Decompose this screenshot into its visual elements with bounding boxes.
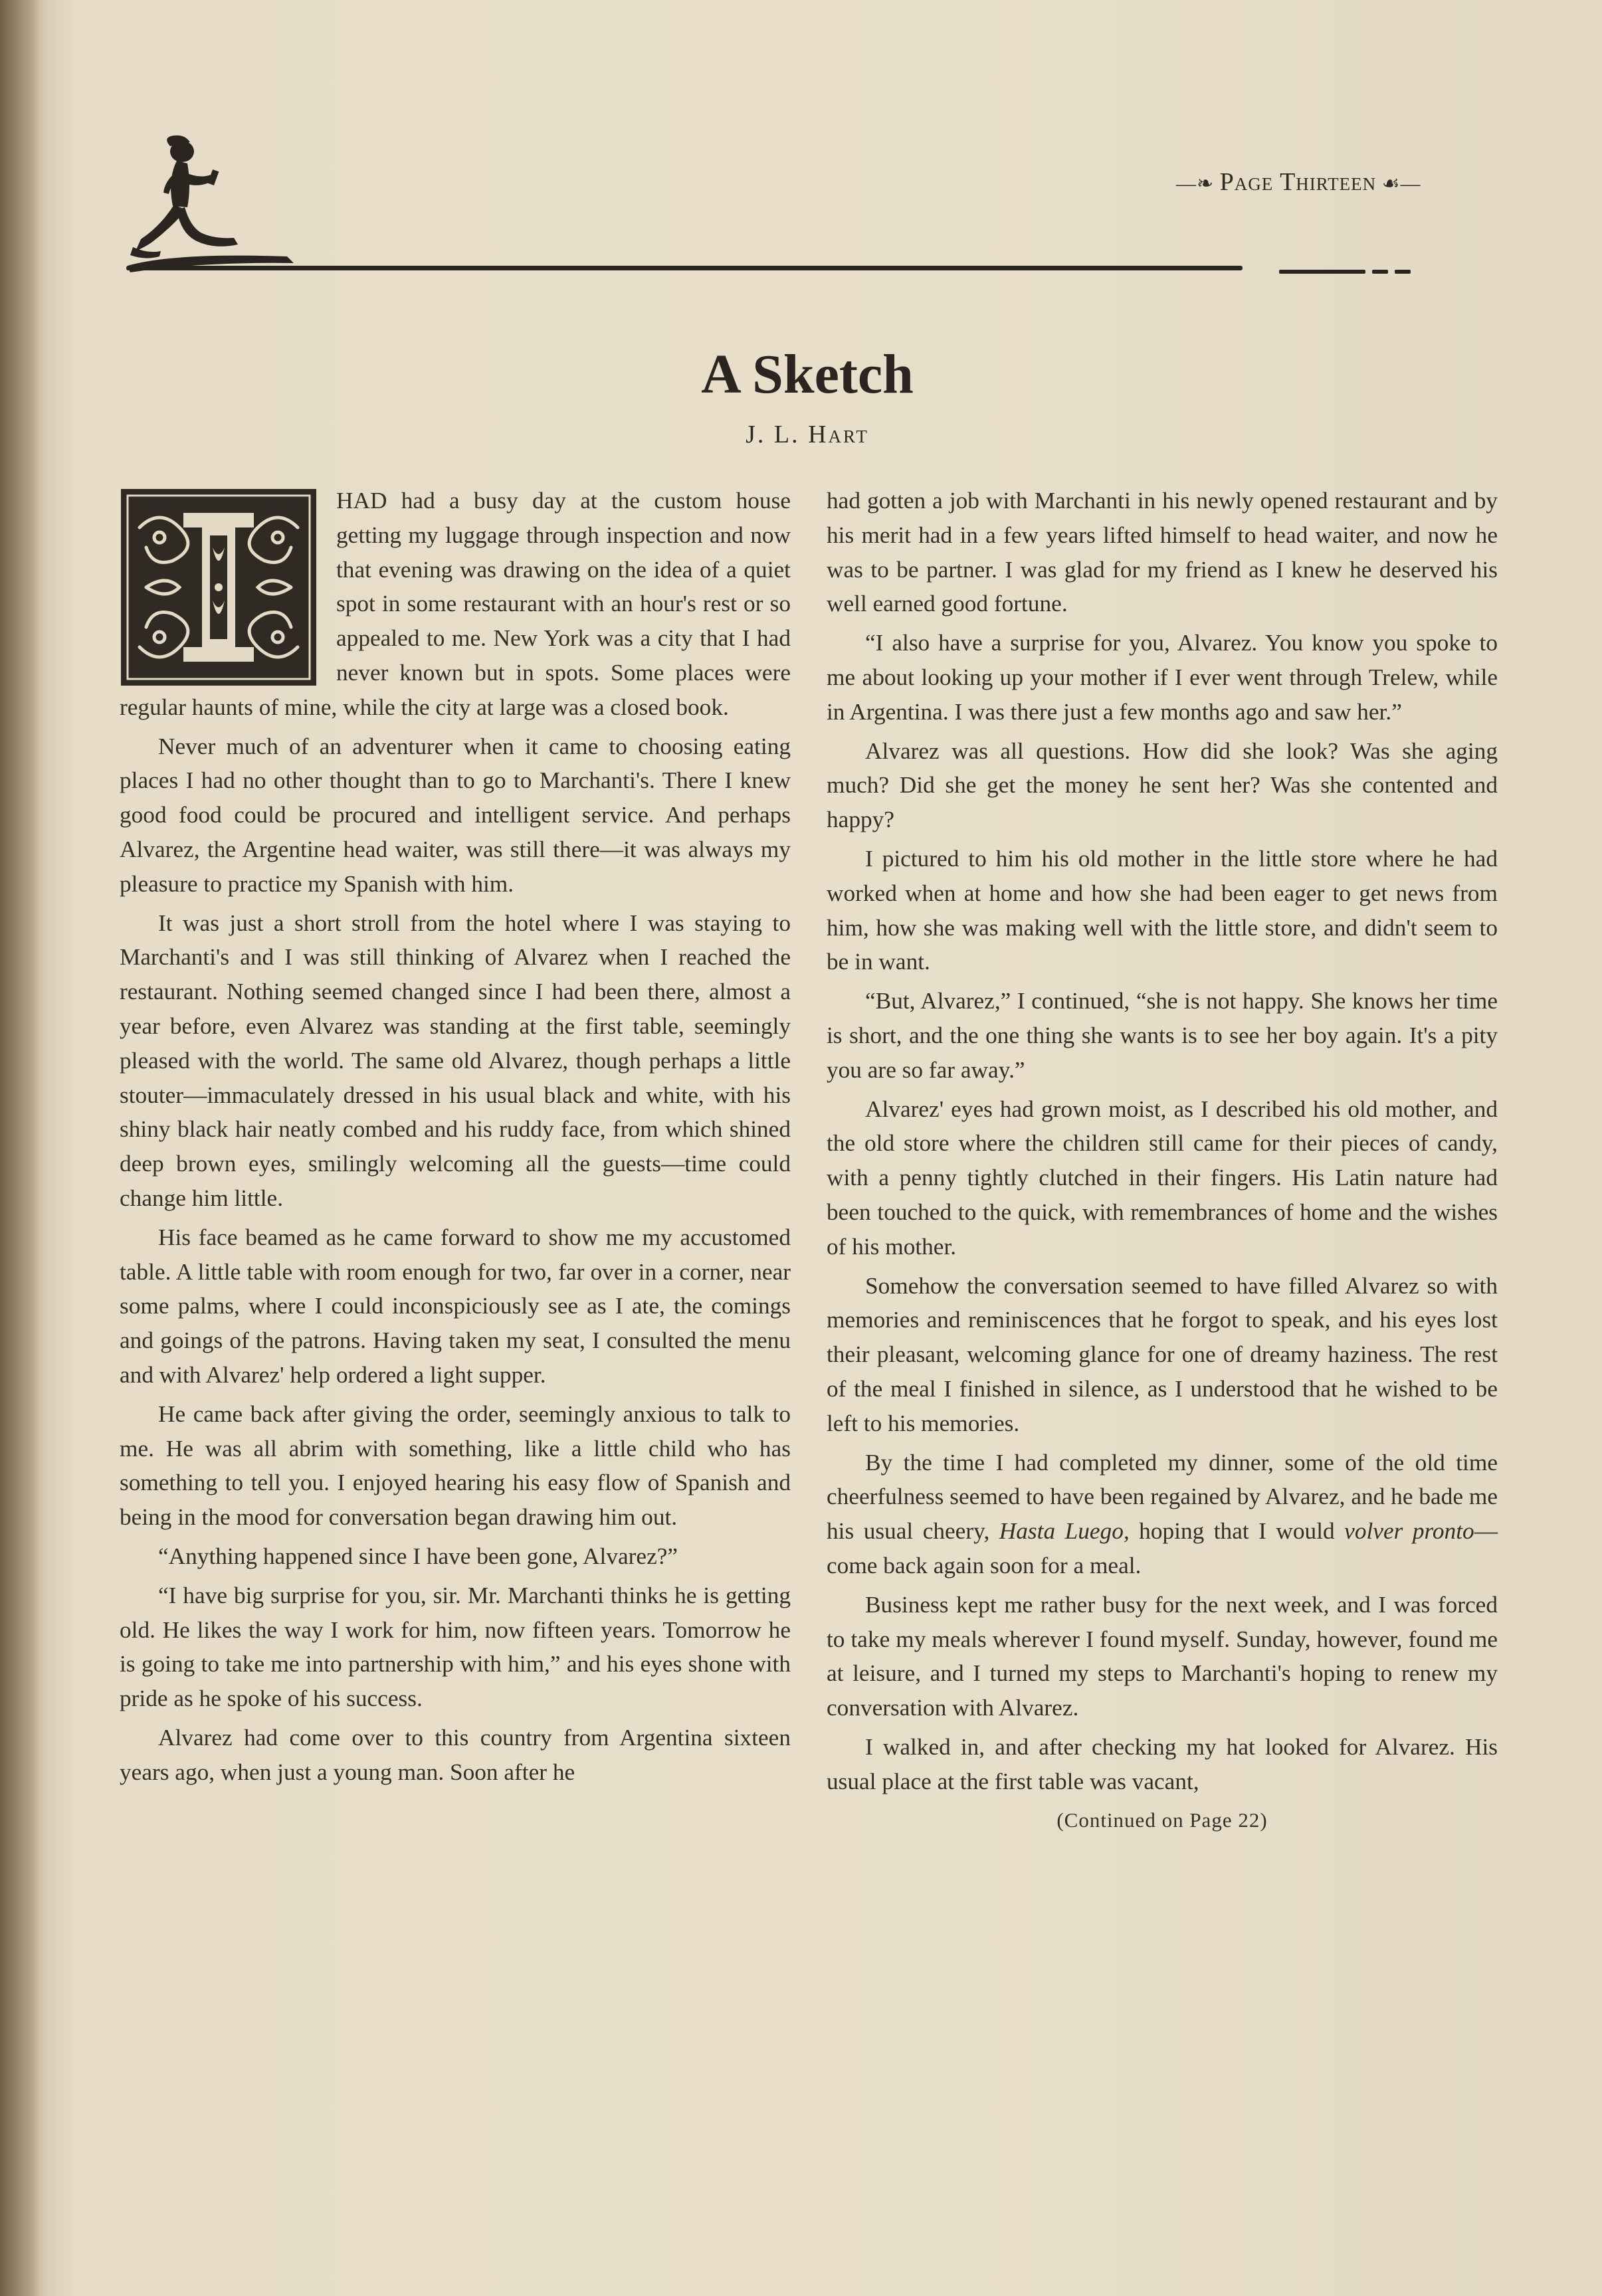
running-figure-icon (121, 133, 320, 286)
paragraph: Business kept me rather busy for the next week, and I was forced to take my meals wherever I found myself. Sunday, however, found me at leisure, and I turned my steps to Marchanti's hoping to renew my conversation with Alvarez. (827, 1591, 1498, 1721)
paragraph: Alvarez had come over to this country from Argentina sixteen years ago, when just a young man. Soon after he (120, 1724, 791, 1785)
paragraph: It was just a short stroll from the hotel where I was staying to Marchanti's and I was still thinking of Alvarez when I reached the restaurant. Nothing seemed changed since I had been there, almost a year before, even Alvarez was standing at the first table, seemingly pleased with the world. The same old Alvarez, though perhaps a little stouter—immaculately dressed in his usual black and white, with his shiny black hair neatly combed and his ruddy face, from which shined deep brown eyes, smilingly welcoming all the guests—time could change him little. (120, 909, 791, 1211)
paragraph: “But, Alvarez,” I continued, “she is not happy. She knows her time is short, and the one thing she wants is to see her boy again. It's a pity you are so far away.” (827, 988, 1498, 1083)
left-ornament-icon: —❧ (1176, 173, 1220, 195)
paragraph-text: hoping that I would (1129, 1518, 1345, 1545)
paragraph-with-italics (827, 1446, 1498, 1583)
ornamental-initial-icon (120, 488, 318, 687)
paragraph: He came back after giving the order, seemingly anxious to talk to me. He was all abrim with something, like a little child who has something to tell you. I enjoyed hearing his easy flow of Spanish and being in the mood for conversation began drawing him out. (120, 1400, 791, 1531)
header-rule-dashes (1279, 270, 1412, 274)
right-column (827, 484, 1498, 1838)
paragraph-text: By the time I had completed my dinner, some of the old time cheerfulness seemed to have been regained by Alvarez, and he bade me his usual cheery, (827, 1449, 1498, 1545)
paragraph: HAD had a busy day at the custom house getting my luggage through inspection and now that evening was drawing on the idea of a quiet spot in some restaurant with an hour's rest or so appealed to me. New York was a city that I had never known but in spots. Some places were regular haunts of mine, while the city at large was a closed book. (120, 488, 791, 720)
paragraph-text: —come back again soon for a meal. (827, 1518, 1498, 1578)
paragraph: I pictured to him his old mother in the little store where he had worked when at home and how she had been eager to get news from him, how she was making well with the little store, and didn't seem to be in want. (827, 845, 1498, 975)
right-ornament-icon: ☙— (1376, 173, 1421, 195)
paragraph: “Anything happened since I have been gone, Alvarez?” (158, 1543, 678, 1569)
paragraph: Alvarez' eyes had grown moist, as I described his old mother, and the old store where the children still came for their pieces of candy, with a penny tightly clutched in their fingers. His Latin nature had been touched to the quick, with remembrances of home and the wishes of his mother. (827, 1096, 1498, 1260)
article-title: A Sketch (701, 343, 914, 405)
page-label-text: Page Thirteen (1219, 168, 1377, 196)
continued-note: (Continued on Page 22) (1056, 1808, 1268, 1832)
paragraph: His face beamed as he came forward to show me my accustomed table. A little table with room enough for two, far over in a corner, near some palms, where I could inconspiciously see as I ate, the comings and goings of the patrons. Having taken my seat, I consulted the menu and with Alvarez' help ordered a light supper. (120, 1224, 791, 1388)
italic-phrase: volver pronto (1344, 1518, 1474, 1545)
paragraph: I walked in, and after checking my hat looked for Alvarez. His usual place at the first table was vacant, (827, 1733, 1498, 1794)
paragraph: “I also have a surprise for you, Alvarez. You know you spoke to me about looking up your mother if I ever went through Trelew, while in Argentina. I was there just a few months ago and saw her.” (827, 630, 1498, 725)
paragraph: had gotten a job with Marchanti in his newly opened restaurant and by his merit had in a few years lifted himself to head waiter, and now he was to be partner. I was glad for my friend as I knew he deserved his well earned good fortune. (827, 488, 1498, 617)
paragraph: Somehow the conversation seemed to have filled Alvarez so with memories and reminiscences that he forgot to speak, and his eyes lost their pleasant, welcoming glance for one of dreamy haziness. The rest of the meal I finished in silence, as I understood that he wished to be left to his memories. (827, 1272, 1498, 1436)
page-number-label (1176, 167, 1508, 207)
paragraph: Never much of an adventurer when it came to choosing eating places I had no other thought than to go to Marchanti's. There I knew good food could be procured and intelligent service. And perhaps Alvarez, the Argentine head waiter, was still there—it was always my pleasure to practice my Spanish with him. (120, 733, 791, 897)
italic-phrase: Hasta Luego, (999, 1518, 1130, 1545)
article-author: J. L. Hart (746, 421, 869, 448)
paragraph: Alvarez was all questions. How did she look? Was she aging much? Did she get the money he sent her? Was she contented and happy? (827, 737, 1498, 833)
left-column (120, 484, 791, 1794)
paragraph: “I have big surprise for you, sir. Mr. Marchanti thinks he is getting old. He likes the way I work for him, now fifteen years. Tomorrow he is going to take me into partnership with him,” and his eyes shone with pride as he spoke of his success. (120, 1582, 791, 1712)
header-rule (126, 266, 1243, 270)
